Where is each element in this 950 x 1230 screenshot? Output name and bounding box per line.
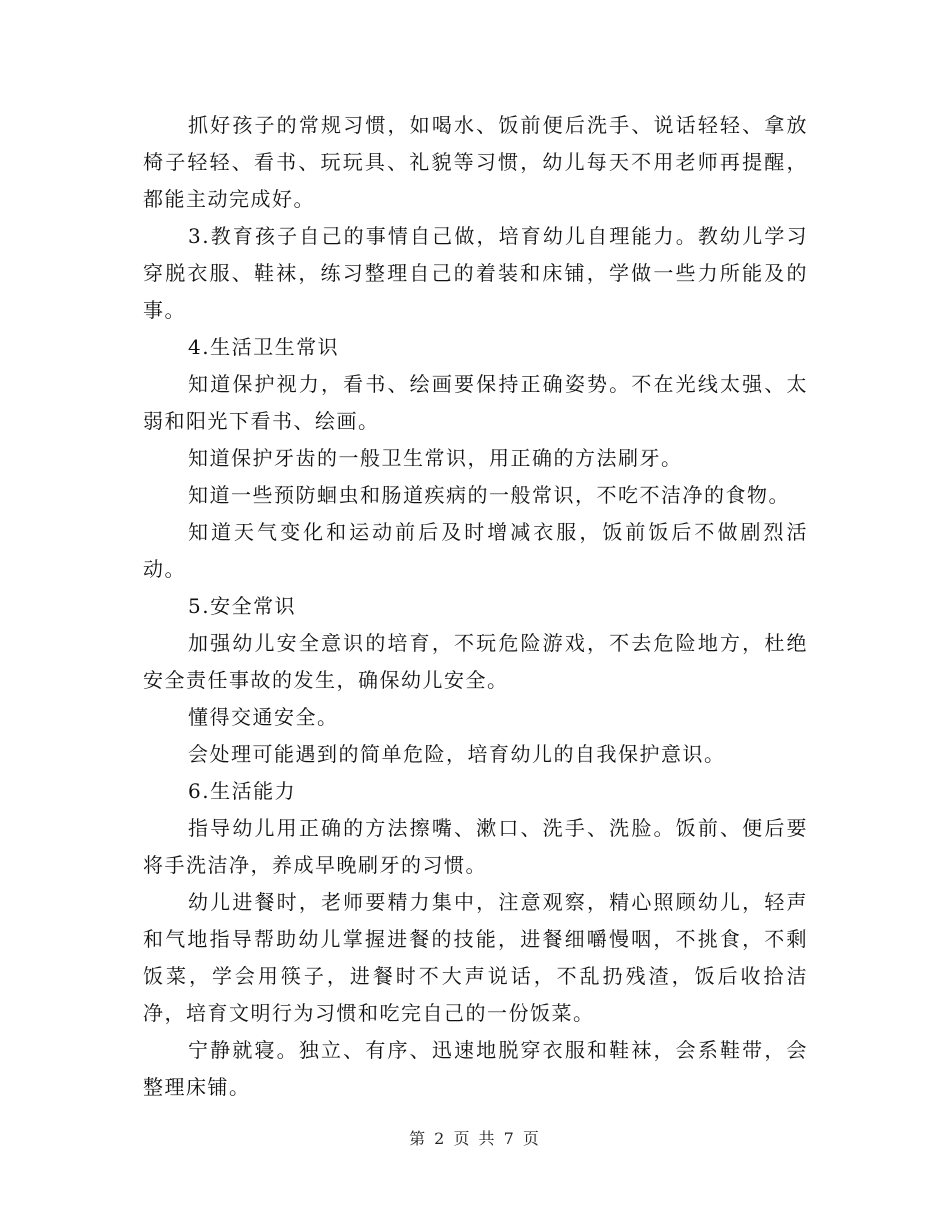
paragraph: 3.教育孩子自己的事情自己做，培育幼儿自理能力。教幼儿学习穿脱衣服、鞋袜，练习整理自己的着装和床铺，学做一些力所能及的事。: [143, 224, 808, 322]
paragraph: 幼儿进餐时，老师要精力集中，注意观察，精心照顾幼儿，轻声和气地指导帮助幼儿掌握进餐的技能，进餐细嚼慢咽，不挑食，不剩饭菜，学会用筷子，进餐时不大声说话，不乱扔残渣，饭后收拾洁净，培育文明行为习惯和吃完自己的一份饭菜。: [143, 890, 808, 1025]
document-body: [143, 107, 808, 1106]
paragraph: 会处理可能遇到的简单危险，培育幼儿的自我保护意识。: [188, 742, 726, 766]
paragraph: 知道一些预防蛔虫和肠道疾病的一般常识，不吃不洁净的食物。: [188, 483, 790, 507]
paragraph: 指导幼儿用正确的方法擦嘴、漱口、洗手、洗脸。饭前、便后要将手洗洁净，养成早晚刷牙的习惯。: [143, 816, 808, 877]
section-heading: 6.生活能力: [188, 779, 297, 803]
page-number-footer: 第 2 页 共 7 页: [409, 1129, 541, 1148]
paragraph: 知道天气变化和运动前后及时增减衣服，饭前饭后不做剧烈活动。: [143, 520, 808, 581]
paragraph: 知道保护视力，看书、绘画要保持正确姿势。不在光线太强、太弱和阳光下看书、绘画。: [143, 372, 808, 433]
paragraph: 懂得交通安全。: [188, 705, 339, 729]
paragraph: 宁静就寝。独立、有序、迅速地脱穿衣服和鞋袜，会系鞋带，会整理床铺。: [143, 1038, 808, 1099]
paragraph: 抓好孩子的常规习惯，如喝水、饭前便后洗手、说话轻轻、拿放椅子轻轻、看书、玩玩具、礼貌等习惯，幼儿每天不用老师再提醒，都能主动完成好。: [143, 113, 808, 211]
paragraph: 加强幼儿安全意识的培育，不玩危险游戏，不去危险地方，杜绝安全责任事故的发生，确保幼儿安全。: [143, 631, 808, 692]
paragraph: 知道保护牙齿的一般卫生常识，用正确的方法刷牙。: [188, 446, 683, 470]
section-heading: 4.生活卫生常识: [188, 335, 340, 359]
section-heading: 5.安全常识: [188, 594, 297, 618]
